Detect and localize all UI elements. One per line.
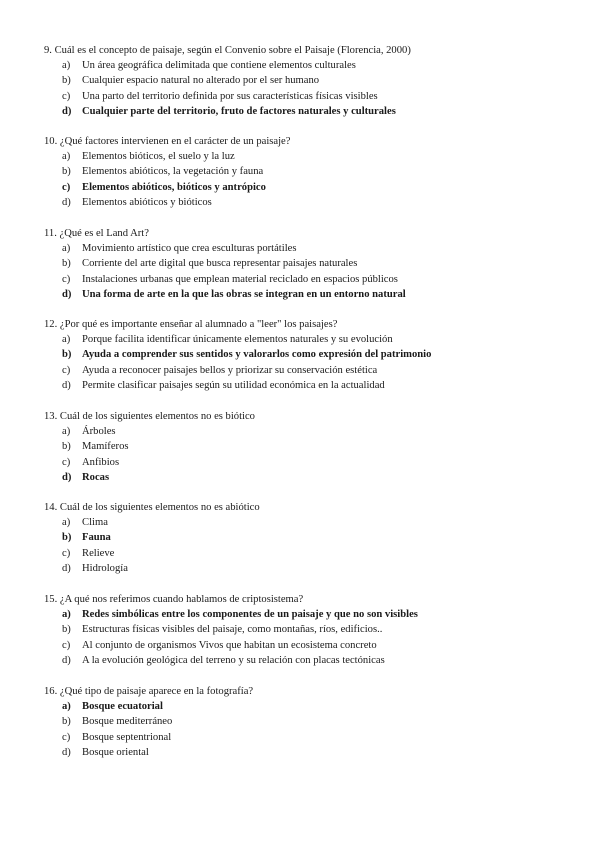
option-a: a) Un área geográfica delimitada que contiene elementos culturales xyxy=(44,58,564,73)
question-14 xyxy=(44,500,564,577)
option-d: d) Permite clasificar paisajes según su utilidad económica en la actualidad xyxy=(44,378,564,393)
option-a: a) Clima xyxy=(44,515,564,530)
option-text: Elementos bióticos, el suelo y la luz xyxy=(82,151,235,162)
option-c: c) Relieve xyxy=(44,546,564,561)
option-text: Elementos abióticos, bióticos y antrópico xyxy=(82,181,266,193)
option-text: Árboles xyxy=(82,426,116,437)
option-text: Rocas xyxy=(82,472,110,484)
option-text: Cualquier parte del territorio, fruto de factores naturales y culturales xyxy=(82,106,396,118)
option-c: c) Una parto del territorio definida por sus características físicas visibles xyxy=(44,89,564,104)
option-text: Bosque ecuatorial xyxy=(82,701,163,712)
option-c-correct: c) Elementos abióticos, bióticos y antrópico xyxy=(44,180,564,195)
option-text: Elementos abióticos, la vegetación y fauna xyxy=(82,166,264,178)
option-text: Relieve xyxy=(82,547,115,559)
option-b: b) Corriente del arte digital que busca representar paisajes naturales xyxy=(44,256,564,271)
question-title: 16. ¿Qué tipo de paisaje aparece en la fotografía? xyxy=(44,686,254,697)
option-text: Un área geográfica delimitada que contiene elementos culturales xyxy=(82,60,356,71)
option-a: a) Elementos bióticos, el suelo y la luz xyxy=(44,149,564,164)
question-title: 9. Cuál es el concepto de paisaje, según el Convenio sobre el Paisaje (Florencia, 2000) xyxy=(44,45,411,56)
option-c: c) Bosque septentrional xyxy=(44,730,564,745)
option-d: d) A la evolución geológica del terreno y su relación con placas tectónicas xyxy=(44,653,564,668)
option-a-correct: a) Bosque ecuatorial xyxy=(44,699,564,714)
option-d: d) Hidrología xyxy=(44,561,564,576)
option-text: Porque facilita identificar únicamente elementos naturales y su evolución xyxy=(82,334,393,345)
option-text: Una forma de arte en la que las obras se integran en un entorno natural xyxy=(82,289,406,301)
option-text: Cualquier espacio natural no alterado por el ser humano xyxy=(82,75,320,87)
option-text: Una parto del territorio definida por sus características físicas visibles xyxy=(82,90,378,102)
option-b-correct: b) Ayuda a comprender sus sentidos y valorarlos como expresión del patrimonio xyxy=(44,347,564,362)
option-c: c) Anfibios xyxy=(44,455,564,470)
option-text: Ayuda a comprender sus sentidos y valorarlos como expresión del patrimonio xyxy=(82,349,432,361)
option-b: b) Estructuras físicas visibles del paisaje, como montañas, ríos, edificios.. xyxy=(44,622,564,637)
option-text: Hidrología xyxy=(82,563,128,575)
option-a: a) Movimiento artístico que crea esculturas portátiles xyxy=(44,241,564,256)
question-title: 10. ¿Qué factores intervienen en el carácter de un paisaje? xyxy=(44,136,291,147)
option-text: Clima xyxy=(82,517,108,528)
option-a-correct: a) Redes simbólicas entre los componentes de un paisaje y que no son visibles xyxy=(44,607,564,622)
question-title: 11. ¿Qué es el Land Art? xyxy=(44,228,149,239)
option-text: Bosque oriental xyxy=(82,747,149,759)
option-text: Redes simbólicas entre los componentes de un paisaje y que no son visibles xyxy=(82,609,418,620)
option-d: d) Elementos abióticos y bióticos xyxy=(44,195,564,210)
option-text: Bosque septentrional xyxy=(82,731,172,743)
question-13 xyxy=(44,409,564,486)
option-b: b) Mamíferos xyxy=(44,439,564,454)
question-10 xyxy=(44,134,564,211)
option-text: Ayuda a reconocer paisajes bellos y priorizar su conservación estética xyxy=(82,364,378,376)
question-9 xyxy=(44,43,564,120)
option-text: Movimiento artístico que crea esculturas portátiles xyxy=(82,243,297,254)
option-text: Fauna xyxy=(82,532,111,544)
option-text: Corriente del arte digital que busca representar paisajes naturales xyxy=(82,258,358,270)
option-text: A la evolución geológica del terreno y su relación con placas tectónicas xyxy=(82,655,385,667)
option-b-correct: b) Fauna xyxy=(44,530,564,545)
option-d-correct: d) Rocas xyxy=(44,470,564,485)
option-c: c) Ayuda a reconocer paisajes bellos y priorizar su conservación estética xyxy=(44,363,564,378)
question-title: 13. Cuál de los siguientes elementos no es biótico xyxy=(44,411,255,422)
option-text: Instalaciones urbanas que emplean material reciclado en espacios públicos xyxy=(82,273,398,285)
option-a: a) Porque facilita identificar únicamente elementos naturales y su evolución xyxy=(44,332,564,347)
question-12 xyxy=(44,317,564,394)
option-d-correct: d) Una forma de arte en la que las obras se integran en un entorno natural xyxy=(44,287,564,302)
option-b: b) Elementos abióticos, la vegetación y fauna xyxy=(44,164,564,179)
option-text: Permite clasificar paisajes según su utilidad económica en la actualidad xyxy=(82,380,385,392)
option-b: b) Cualquier espacio natural no alterado por el ser humano xyxy=(44,73,564,88)
question-15 xyxy=(44,592,564,669)
option-text: Anfibios xyxy=(82,456,120,468)
option-text: Estructuras físicas visibles del paisaje, como montañas, ríos, edificios.. xyxy=(82,624,383,636)
option-c: c) Instalaciones urbanas que emplean material reciclado en espacios públicos xyxy=(44,272,564,287)
option-a: a) Árboles xyxy=(44,424,564,439)
question-title: 15. ¿A qué nos referimos cuando hablamos de criptosistema? xyxy=(44,594,304,605)
option-text: Mamíferos xyxy=(82,441,129,453)
question-11 xyxy=(44,226,564,303)
option-text: Elementos abióticos y bióticos xyxy=(82,197,212,209)
option-c: c) Al conjunto de organismos Vivos que habitan un ecosistema concreto xyxy=(44,638,564,653)
option-b: b) Bosque mediterráneo xyxy=(44,714,564,729)
option-text: Bosque mediterráneo xyxy=(82,716,173,728)
question-16 xyxy=(44,684,564,761)
option-text: Al conjunto de organismos Vivos que habitan un ecosistema concreto xyxy=(82,639,377,651)
question-title: 12. ¿Por qué es importante enseñar al alumnado a "leer" los paisajes? xyxy=(44,319,338,330)
question-title: 14. Cuál de los siguientes elementos no es abiótico xyxy=(44,502,260,513)
option-d: d) Bosque oriental xyxy=(44,745,564,760)
option-d-correct: d) Cualquier parte del territorio, fruto de factores naturales y culturales xyxy=(44,104,564,119)
